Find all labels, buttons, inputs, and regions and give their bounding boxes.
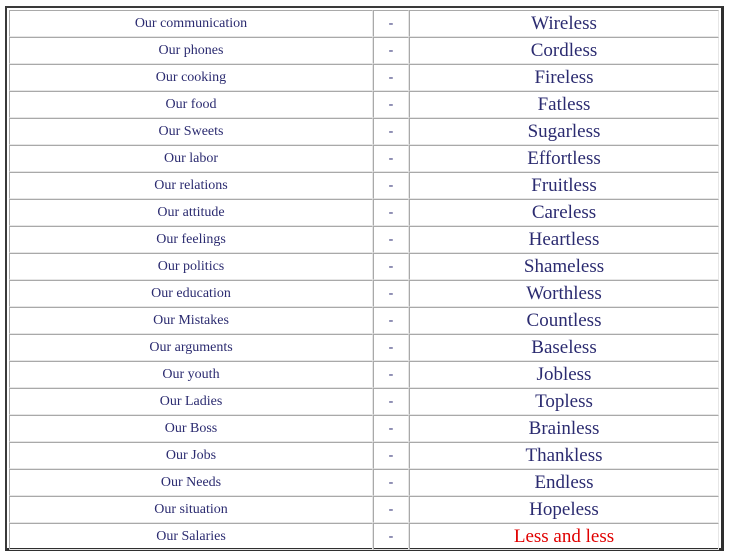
result-cell: Brainless <box>409 415 719 442</box>
separator-cell: - <box>373 388 409 415</box>
separator-cell: - <box>373 172 409 199</box>
table-row <box>9 226 719 253</box>
result-cell: Fireless <box>409 64 719 91</box>
subject-cell: Our Salaries <box>9 523 373 550</box>
separator-cell: - <box>373 37 409 64</box>
wordplay-table <box>9 10 719 550</box>
separator-cell: - <box>373 118 409 145</box>
subject-cell: Our food <box>9 91 373 118</box>
table-row <box>9 496 719 523</box>
table-row <box>9 172 719 199</box>
table-row <box>9 361 719 388</box>
result-cell: Fatless <box>409 91 719 118</box>
result-cell: Worthless <box>409 280 719 307</box>
separator-cell: - <box>373 496 409 523</box>
separator-cell: - <box>373 442 409 469</box>
table-row <box>9 199 719 226</box>
table-row <box>9 253 719 280</box>
separator-cell: - <box>373 226 409 253</box>
table-row <box>9 64 719 91</box>
table-row <box>9 442 719 469</box>
result-cell: Countless <box>409 307 719 334</box>
separator-cell: - <box>373 334 409 361</box>
subject-cell: Our cooking <box>9 64 373 91</box>
result-cell: Thankless <box>409 442 719 469</box>
separator-cell: - <box>373 91 409 118</box>
subject-cell: Our education <box>9 280 373 307</box>
subject-cell: Our feelings <box>9 226 373 253</box>
table-row <box>9 307 719 334</box>
table-row <box>9 334 719 361</box>
separator-cell: - <box>373 280 409 307</box>
table-row <box>9 91 719 118</box>
separator-cell: - <box>373 415 409 442</box>
table-row <box>9 415 719 442</box>
separator-cell: - <box>373 145 409 172</box>
separator-cell: - <box>373 361 409 388</box>
subject-cell: Our Jobs <box>9 442 373 469</box>
separator-cell: - <box>373 64 409 91</box>
result-cell: Baseless <box>409 334 719 361</box>
subject-cell: Our Boss <box>9 415 373 442</box>
result-cell: Endless <box>409 469 719 496</box>
subject-cell: Our Sweets <box>9 118 373 145</box>
subject-cell: Our Ladies <box>9 388 373 415</box>
subject-cell: Our attitude <box>9 199 373 226</box>
table-row <box>9 280 719 307</box>
subject-cell: Our Needs <box>9 469 373 496</box>
subject-cell: Our situation <box>9 496 373 523</box>
result-cell-highlight: Less and less <box>409 523 719 550</box>
result-cell: Heartless <box>409 226 719 253</box>
result-cell: Topless <box>409 388 719 415</box>
result-cell: Shameless <box>409 253 719 280</box>
subject-cell: Our politics <box>9 253 373 280</box>
result-cell: Cordless <box>409 37 719 64</box>
table-row <box>9 388 719 415</box>
separator-cell: - <box>373 199 409 226</box>
table-row <box>9 37 719 64</box>
separator-cell: - <box>373 10 409 37</box>
result-cell: Careless <box>409 199 719 226</box>
subject-cell: Our labor <box>9 145 373 172</box>
result-cell: Sugarless <box>409 118 719 145</box>
table-row <box>9 523 719 550</box>
subject-cell: Our youth <box>9 361 373 388</box>
result-cell: Effortless <box>409 145 719 172</box>
separator-cell: - <box>373 307 409 334</box>
subject-cell: Our arguments <box>9 334 373 361</box>
subject-cell: Our communication <box>9 10 373 37</box>
table-body <box>9 10 719 550</box>
table-row <box>9 145 719 172</box>
table-row <box>9 118 719 145</box>
result-cell: Fruitless <box>409 172 719 199</box>
subject-cell: Our relations <box>9 172 373 199</box>
separator-cell: - <box>373 253 409 280</box>
table-frame <box>5 6 724 551</box>
separator-cell: - <box>373 523 409 550</box>
result-cell: Hopeless <box>409 496 719 523</box>
separator-cell: - <box>373 469 409 496</box>
subject-cell: Our Mistakes <box>9 307 373 334</box>
table-row <box>9 469 719 496</box>
table-row <box>9 10 719 37</box>
result-cell: Jobless <box>409 361 719 388</box>
result-cell: Wireless <box>409 10 719 37</box>
subject-cell: Our phones <box>9 37 373 64</box>
